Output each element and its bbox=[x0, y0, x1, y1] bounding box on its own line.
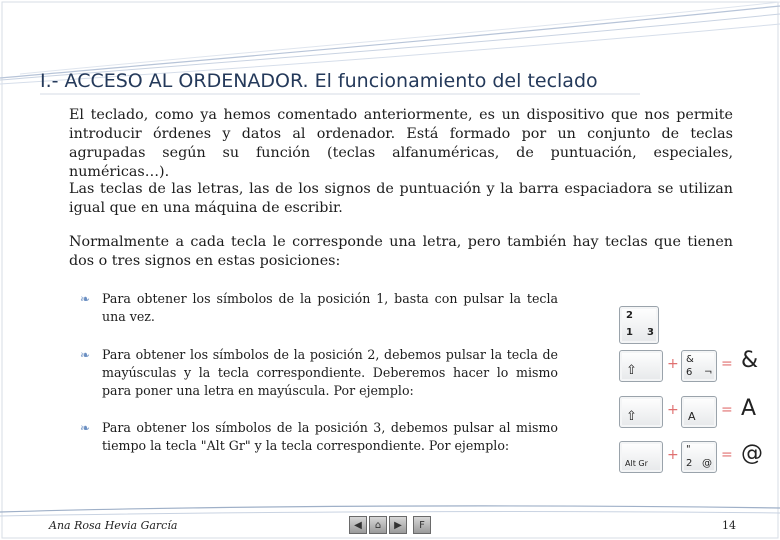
alt-gr-key bbox=[619, 441, 663, 473]
key-pos-3: 3 bbox=[647, 327, 654, 338]
slide-navigation bbox=[349, 516, 431, 534]
bullet-text: Para obtener los símbolos de la posición 1, basta con pulsar la tecla una vez. bbox=[102, 291, 558, 324]
bullet-arrow-icon: ❧ bbox=[80, 421, 91, 435]
bullet-text: Para obtener los símbolos de la posición 3, debemos pulsar al mismo tiempo la tecla "Alt Gr" y la tecla correspondiente. Por ejemplo: bbox=[102, 420, 558, 453]
bullet-arrow-icon: ❧ bbox=[80, 292, 91, 306]
home-icon[interactable]: ⌂ bbox=[369, 516, 387, 534]
shift-key bbox=[619, 350, 663, 382]
result-ampersand: & bbox=[741, 348, 759, 373]
result-at: @ bbox=[741, 441, 763, 466]
key-top-label: " bbox=[686, 444, 691, 455]
paragraph-letters: Las teclas de las letras, las de los signos de puntuación y la barra espaciadora se utilizan igual que en una máquina de escribir. bbox=[69, 181, 733, 216]
key-pos-1: 1 bbox=[626, 327, 633, 338]
paragraph-positions: Normalmente a cada tecla le corresponde una letra, pero también hay teclas que tienen dos o tres signos en estas posiciones: bbox=[69, 234, 733, 269]
key-label: Alt Gr bbox=[625, 459, 648, 468]
footer-author: Ana Rosa Hevia García bbox=[49, 519, 178, 532]
shift-key bbox=[619, 396, 663, 428]
equals-sign: = bbox=[721, 402, 733, 418]
shift-arrow-icon: ⇧ bbox=[626, 409, 637, 424]
page-number: 14 bbox=[722, 519, 736, 532]
bullet-position-1 bbox=[80, 290, 558, 326]
slide-title: I.- ACCESO AL ORDENADOR. El funcionamiento del teclado bbox=[40, 70, 598, 92]
result-a: A bbox=[741, 396, 757, 421]
shift-arrow-icon: ⇧ bbox=[626, 363, 637, 378]
next-slide-button[interactable]: ▶ bbox=[389, 516, 407, 534]
ampersand-key bbox=[681, 350, 717, 382]
plus-sign: + bbox=[667, 356, 679, 372]
prev-slide-button[interactable]: ◀ bbox=[349, 516, 367, 534]
plus-sign: + bbox=[667, 402, 679, 418]
key-pos-2: 2 bbox=[626, 310, 633, 321]
key-label: A bbox=[688, 410, 696, 423]
at-key bbox=[681, 441, 717, 473]
bullet-text: Para obtener los símbolos de la posición 2, debemos pulsar la tecla de mayúsculas y la tecla correspondiente. Deberemos hacer lo mismo para poner una letra en mayúscula. Por ejemplo: bbox=[102, 347, 558, 398]
key-extra-label: ¬ bbox=[704, 367, 713, 378]
bullet-position-2 bbox=[80, 346, 558, 400]
plus-sign: + bbox=[667, 447, 679, 463]
bullet-arrow-icon: ❧ bbox=[80, 348, 91, 362]
paragraph-intro: El teclado, como ya hemos comentado anteriormente, es un dispositivo que nos permite introducir órdenes y datos al ordenador. Está formado por un conjunto de teclas agrupadas según su función (teclas alfanuméricas, de puntuación, especiales, numéricas…). bbox=[69, 107, 733, 180]
key-top-label: & bbox=[686, 354, 694, 365]
position-key bbox=[619, 306, 659, 344]
key-bottom-label: 6 bbox=[686, 367, 693, 378]
key-extra-label: @ bbox=[702, 458, 712, 469]
equals-sign: = bbox=[721, 356, 733, 372]
bullet-position-3 bbox=[80, 419, 558, 455]
end-slide-button[interactable]: F bbox=[413, 516, 431, 534]
equals-sign: = bbox=[721, 447, 733, 463]
key-bottom-label: 2 bbox=[686, 458, 693, 469]
a-key bbox=[681, 396, 717, 428]
